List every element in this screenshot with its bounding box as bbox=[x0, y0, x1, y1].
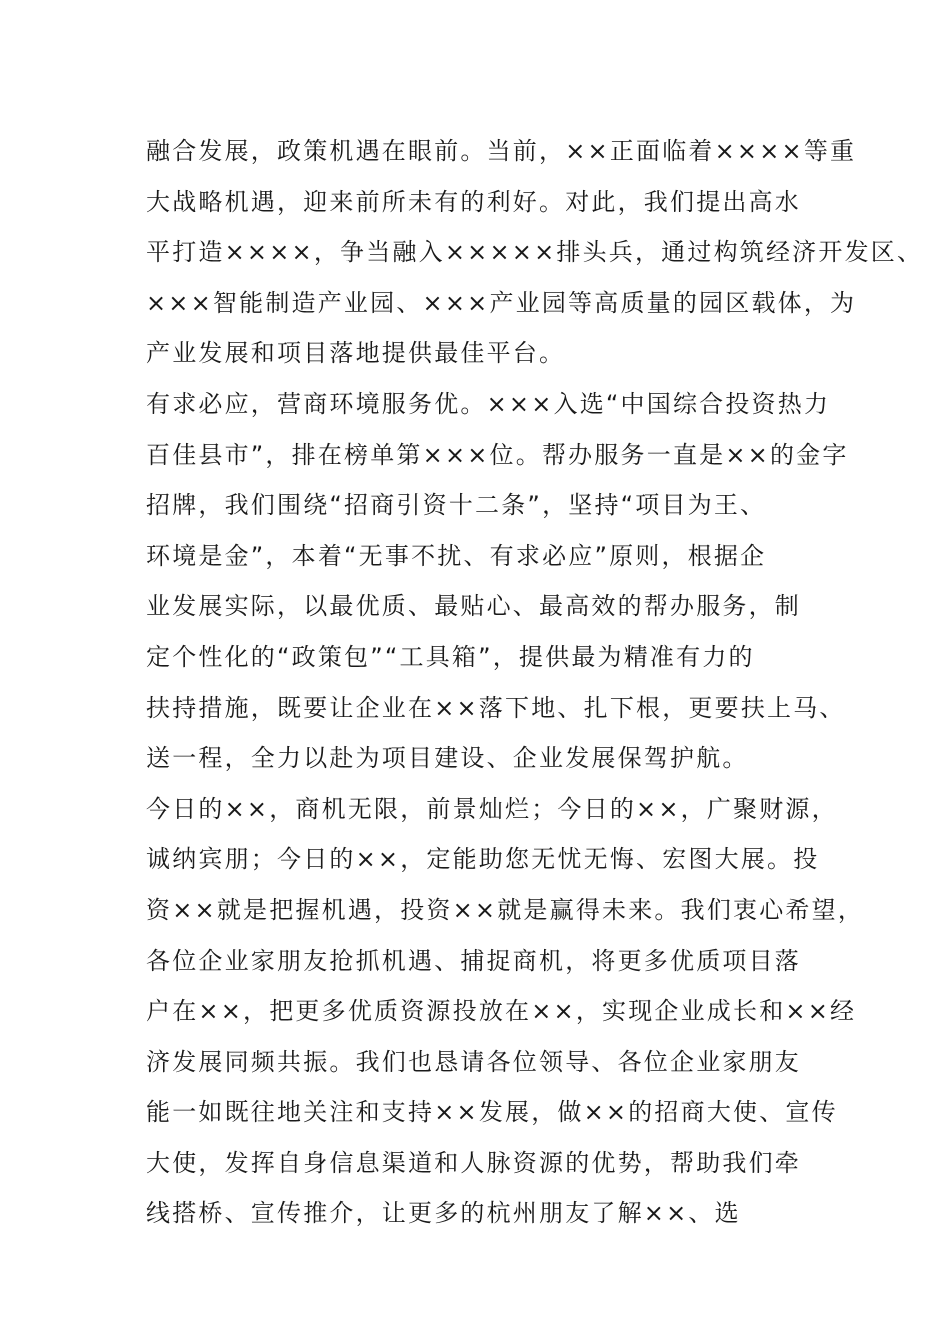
body-text bbox=[146, 126, 924, 1239]
text-line: 大战略机遇，迎来前所未有的利好。对此，我们提出高水 bbox=[146, 187, 801, 216]
text-line: 环境是金”，本着“无事不扰、有求必应”原则，根据企 bbox=[146, 541, 767, 570]
text-line: 产业发展和项目落地提供最佳平台。 bbox=[146, 339, 566, 368]
text-line: 户在××，把更多优质资源投放在××，实现企业成长和××经 bbox=[146, 997, 857, 1026]
text-line: 百佳县市”，排在榜单第×××位。帮办服务一直是××的金字 bbox=[146, 440, 849, 469]
text-line: ×××智能制造产业园、×××产业园等高质量的园区载体，为 bbox=[146, 288, 857, 317]
text-line: 各位企业家朋友抢抓机遇、捕捉商机，将更多优质项目落 bbox=[146, 946, 801, 975]
text-line: 资××就是把握机遇，投资××就是赢得未来。我们衷心希望， bbox=[146, 895, 865, 924]
text-line: 诚纳宾朋；今日的××，定能助您无忧无悔、宏图大展。投 bbox=[146, 845, 820, 874]
text-line: 招牌，我们围绕“招商引资十二条”，坚持“项目为王、 bbox=[146, 491, 767, 520]
text-line: 济发展同频共振。我们也恳请各位领导、各位企业家朋友 bbox=[146, 1047, 801, 1076]
text-line: 线搭桥、宣传推介，让更多的杭州朋友了解××、选 bbox=[146, 1199, 741, 1228]
text-line: 大使，发挥自身信息渠道和人脉资源的优势，帮助我们牵 bbox=[146, 1148, 801, 1177]
text-line: 业发展实际，以最优质、最贴心、最高效的帮办服务，制 bbox=[146, 592, 801, 621]
text-line: 扶持措施，既要让企业在××落下地、扎下根，更要扶上马、 bbox=[146, 693, 846, 722]
text-line: 平打造××××，争当融入×××××排头兵，通过构筑经济开发区、 bbox=[146, 238, 924, 267]
text-line: 能一如既往地关注和支持××发展，做××的招商大使、宣传 bbox=[146, 1098, 838, 1127]
text-line: 有求必应，营商环境服务优。×××入选“中国综合投资热力 bbox=[146, 389, 831, 418]
text-line: 送一程，全力以赴为项目建设、企业发展保驾护航。 bbox=[146, 744, 749, 773]
text-line: 定个性化的“政策包”“工具箱”，提供最为精准有力的 bbox=[146, 642, 755, 671]
text-line: 融合发展，政策机遇在眼前。当前，××正面临着××××等重 bbox=[146, 137, 857, 165]
text-line: 今日的××，商机无限，前景灿烂；今日的××，广聚财源， bbox=[146, 794, 838, 823]
